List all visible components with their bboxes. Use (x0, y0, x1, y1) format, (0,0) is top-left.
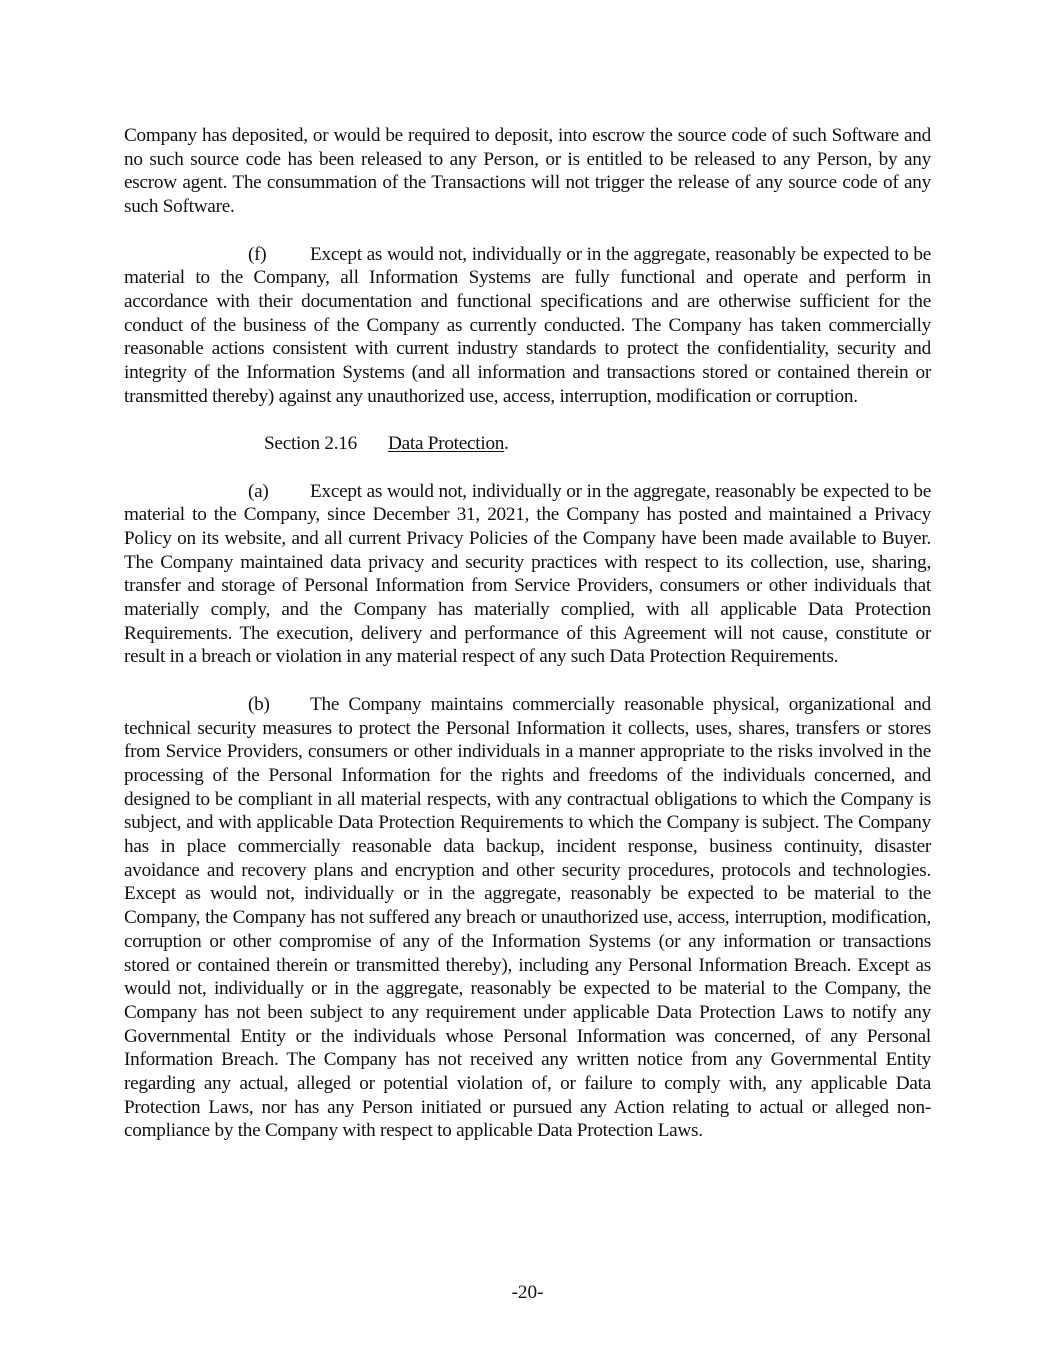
section-title: Data Protection (388, 433, 505, 455)
paragraph-f-text: Except as would not, individually or in the aggregate, reasonably be expected to be material to the Company, all Information Systems are fully functional and operate and perform in accordance with their documentation and functional specifications and are otherwise sufficient for the conduct of the business of the Company as currently conducted. The Company has taken commercially reasonable actions consistent with current industry standards to protect the confidentiality, security and integrity of the Information Systems (and all information and transactions stored or contained therein or transmitted thereby) against any unauthorized use, access, interruption, modification or corruption. (124, 243, 931, 407)
paragraph-b (124, 693, 931, 1143)
page-number: -20- (511, 1282, 544, 1303)
paragraph-b-label: (b) (248, 693, 270, 715)
paragraph-a (124, 480, 931, 670)
paragraph-f (124, 243, 931, 409)
paragraph-b-text: The Company maintains commercially reasonable physical, organizational and technical security measures to protect the Personal Information it collects, uses, shares, transfers or stores from Service Providers, consumers or other individuals in a manner appropriate to the risks involved in the processing of the Personal Information for the rights and freedoms of the individuals concerned, and designed to be compliant in all material respects, with any contractual obligations to which the Company is subject, and with applicable Data Protection Requirements to which the Company is subject. The Company has in place commercially reasonable data backup, incident response, business continuity, disaster avoidance and recovery plans and encryption and other security procedures, protocols and technologies. Except as would not, individually or in the aggregate, reasonably be expected to be material to the Company, the Company has not suffered any breach or unauthorized use, access, interruption, modification, corruption or other compromise of any of the Information Systems (or any information or transactions stored or contained therein or transmitted thereby), including any Personal Information Breach. Except as would not, individually or in the aggregate, reasonably be expected to be material to the Company, the Company has not been subject to any requirement under applicable Data Protection Laws to notify any Governmental Entity or the individuals whose Personal Information was concerned, of any Personal Information Breach. The Company has not received any written notice from any Governmental Entity regarding any actual, alleged or potential violation of, or failure to comply with, any applicable Data Protection Laws, nor has any Person initiated or pursued any Action relating to actual or alleged non-compliance by the Company with respect to applicable Data Protection Laws. (124, 693, 931, 1142)
section-heading (124, 432, 931, 456)
paragraph-a-label: (a) (248, 480, 269, 502)
paragraph-f-label: (f) (248, 243, 267, 265)
continuation-paragraph: Company has deposited, or would be required to deposit, into escrow the source code of such Software and no such source code has been released to any Person, or is entitled to be released to any Person, by any escrow agent. The consummation of the Transactions will not trigger the release of any source code of any such Software. (124, 125, 931, 218)
section-title-suffix: . (504, 433, 509, 455)
section-number: Section 2.16 (264, 433, 357, 455)
document-page (124, 124, 931, 1143)
paragraph-a-text: Except as would not, individually or in the aggregate, reasonably be expected to be material to the Company, since December 31, 2021, the Company has posted and maintained a Privacy Policy on its website, and all current Privacy Policies of the Company have been made available to Buyer. The Company maintained data privacy and security practices with respect to its collection, use, sharing, transfer and storage of Personal Information from Service Providers, consumers or other individuals that materially comply, and the Company has materially complied, with all applicable Data Protection Requirements. The execution, delivery and performance of this Agreement will not cause, constitute or result in a breach or violation in any material respect of any such Data Protection Requirements. (124, 480, 931, 668)
